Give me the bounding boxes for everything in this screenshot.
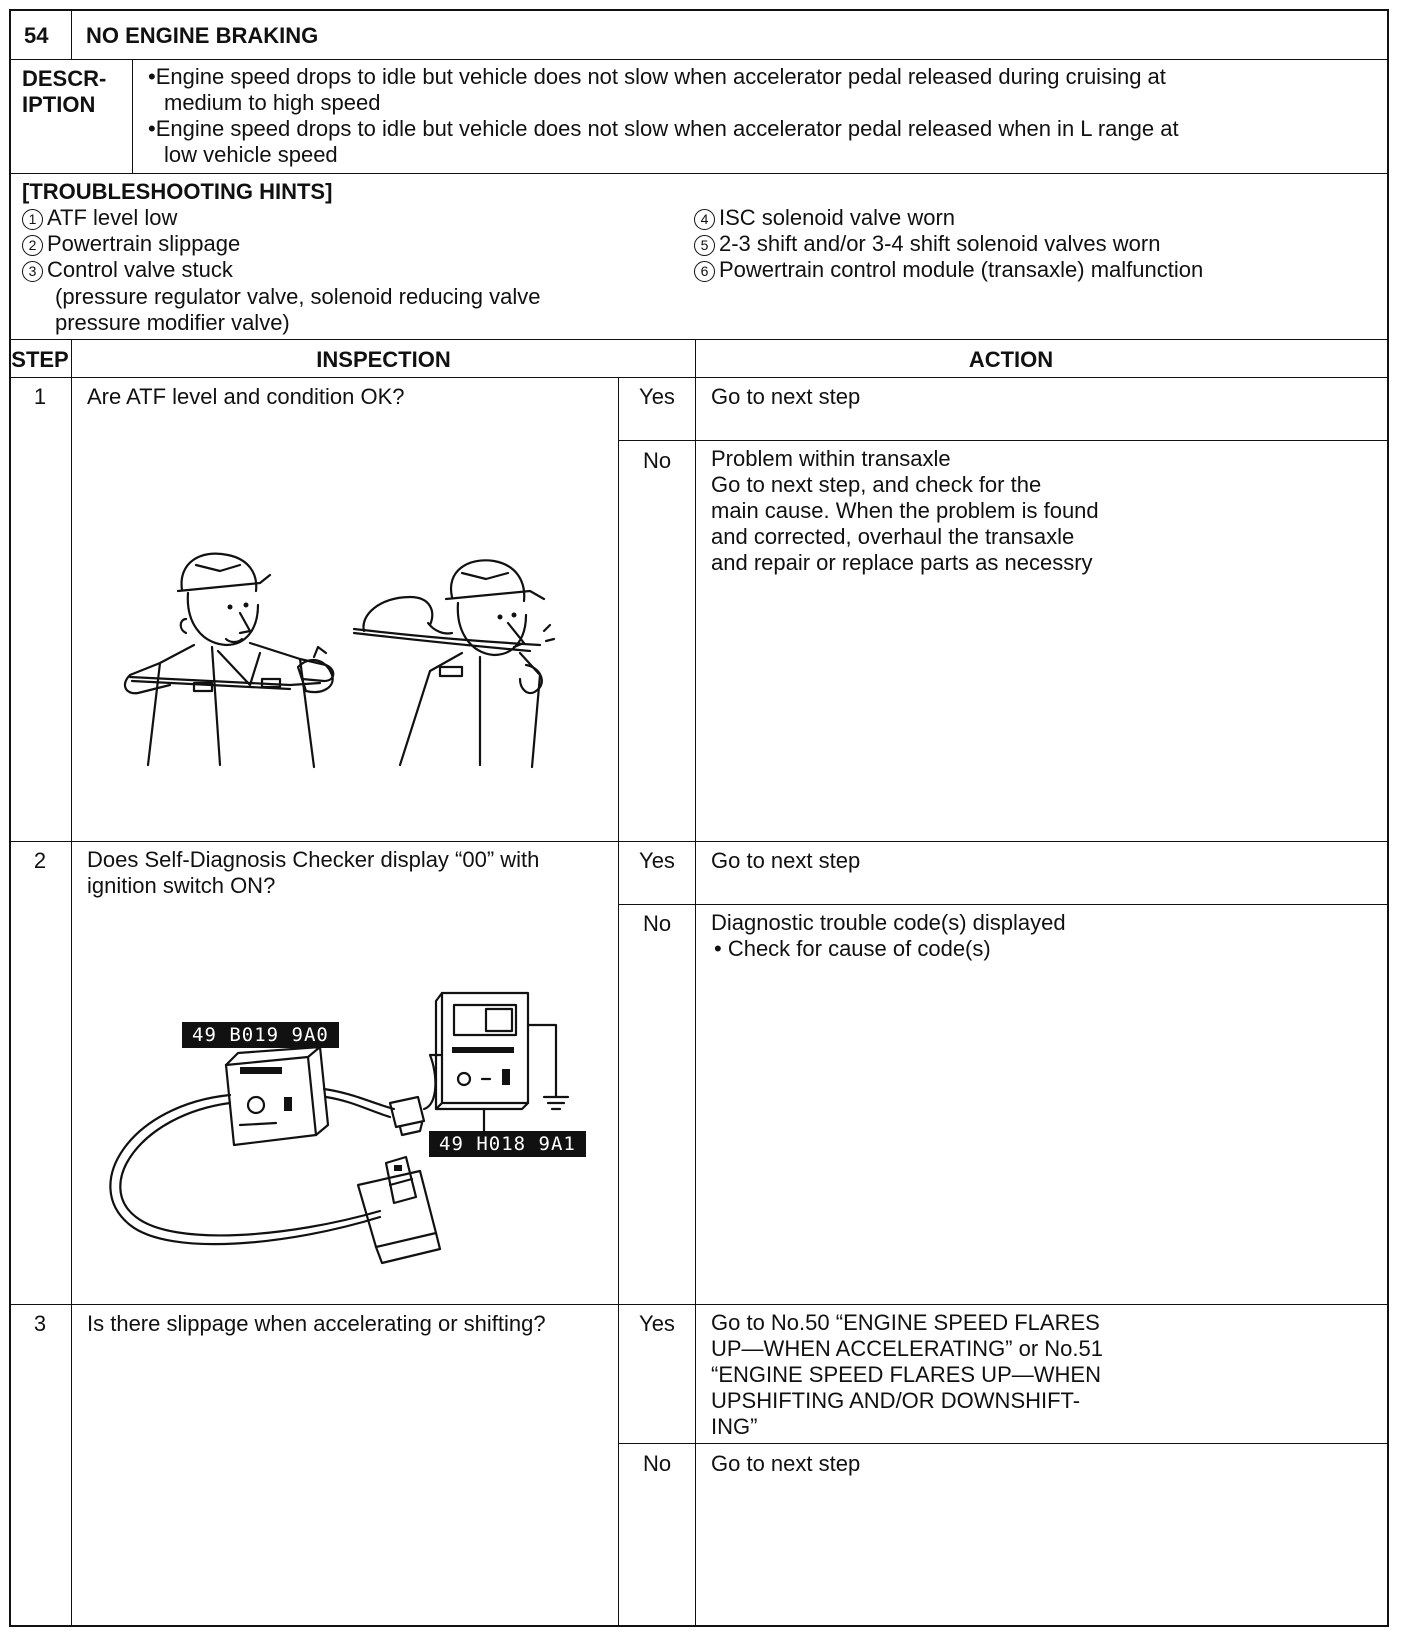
col-header-step: STEP bbox=[11, 347, 69, 372]
step-2-yes-label: Yes bbox=[639, 848, 675, 873]
section-title: NO ENGINE BRAKING bbox=[86, 23, 319, 48]
step-3-yes-label: Yes bbox=[639, 1311, 675, 1336]
step-1-no-action: Problem within transaxle Go to next step, and check for the main cause. When the problem is found and corrected, overhaul the transaxle and repair or replace parts as necessry bbox=[711, 446, 1099, 575]
col-header-inspection: INSPECTION bbox=[316, 347, 451, 372]
description-bottom-rule bbox=[9, 173, 1389, 174]
step-3-number: 3 bbox=[33, 1311, 47, 1336]
step-1-number: 1 bbox=[33, 384, 47, 409]
system-selector-box bbox=[226, 1047, 328, 1145]
hint-item-1: 1 ATF level low bbox=[22, 204, 177, 231]
hints-title: [TROUBLESHOOTING HINTS] bbox=[22, 179, 333, 204]
description-bullet-1-cont: medium to high speed bbox=[164, 90, 381, 115]
step3-yes-no-rule bbox=[618, 1443, 1389, 1444]
atf-check-illustration bbox=[100, 535, 560, 775]
step-3-no-label: No bbox=[642, 1451, 672, 1476]
step-1-yes-action: Go to next step bbox=[711, 384, 861, 409]
tool-label-checker: 49 H018 9A1 bbox=[429, 1131, 586, 1157]
table-header-rule bbox=[9, 377, 1389, 378]
hint-item-6: 6 Powertrain control module (transaxle) malfunction bbox=[694, 256, 1203, 283]
header-divider bbox=[71, 9, 72, 60]
circled-number: 4 bbox=[694, 209, 715, 230]
hint-item-5: 5 2-3 shift and/or 3-4 shift solenoid valves worn bbox=[694, 230, 1160, 257]
mechanic-left-figure bbox=[125, 554, 333, 767]
hint-item-4: 4 ISC solenoid valve worn bbox=[694, 204, 955, 231]
header-bottom-rule bbox=[9, 59, 1389, 60]
description-bullet-2: •Engine speed drops to idle but vehicle does not slow when accelerator pedal released when in L range at bbox=[148, 116, 1179, 141]
circled-number: 6 bbox=[694, 261, 715, 282]
hint-item-2: 2 Powertrain slippage bbox=[22, 230, 240, 257]
step-3-yes-action-4: UPSHIFTING AND/OR DOWNSHIFT- bbox=[711, 1388, 1081, 1413]
step-1-question: Are ATF level and condition OK? bbox=[87, 384, 405, 409]
description-label-2: IPTION bbox=[22, 92, 96, 117]
step-3-yes-action-2: UP—WHEN ACCELERATING” or No.51 bbox=[711, 1336, 1104, 1361]
step-3-yes-action-5: ING” bbox=[711, 1414, 758, 1439]
hints-bottom-rule bbox=[9, 339, 1389, 340]
hint-item-3-note-2: pressure modifier valve) bbox=[55, 310, 290, 335]
col-divider-answer bbox=[618, 377, 619, 1627]
step-3-no-action: Go to next step bbox=[711, 1451, 861, 1476]
col-header-action: ACTION bbox=[968, 347, 1054, 372]
hint-item-3-note-1: (pressure regulator valve, solenoid reducing valve bbox=[55, 284, 541, 309]
step-2-question-2: ignition switch ON? bbox=[87, 873, 276, 898]
self-diagnosis-checker-box bbox=[436, 993, 528, 1109]
step-1-no-label: No bbox=[642, 448, 672, 473]
description-bullet-2-cont: low vehicle speed bbox=[164, 142, 338, 167]
step-2-no-action-2: • Check for cause of code(s) bbox=[714, 936, 991, 961]
circled-number: 1 bbox=[22, 209, 43, 230]
step-2-yes-action: Go to next step bbox=[711, 848, 861, 873]
step-2-no-action-1: Diagnostic trouble code(s) displayed bbox=[711, 910, 1066, 935]
step-1-yes-label: Yes bbox=[639, 384, 675, 409]
step-3-yes-action-1: Go to No.50 “ENGINE SPEED FLARES bbox=[711, 1310, 1100, 1335]
hint-item-3: 3 Control valve stuck bbox=[22, 256, 233, 283]
mechanic-right-figure bbox=[354, 560, 554, 767]
circled-number: 2 bbox=[22, 235, 43, 256]
dlc-connector bbox=[358, 1157, 440, 1263]
step-2-number: 2 bbox=[33, 848, 47, 873]
description-label-1: DESCR- bbox=[22, 66, 107, 91]
step2-yes-no-rule bbox=[618, 904, 1389, 905]
step1-yes-no-rule bbox=[618, 440, 1389, 441]
circled-number: 3 bbox=[22, 261, 43, 282]
section-number: 54 bbox=[24, 23, 49, 48]
step-2-question-1: Does Self-Diagnosis Checker display “00” with bbox=[87, 847, 540, 872]
tool-label-selector: 49 B019 9A0 bbox=[182, 1022, 339, 1048]
col-divider-step bbox=[71, 339, 72, 1627]
description-divider bbox=[132, 59, 133, 173]
step1-bottom-rule bbox=[9, 841, 1389, 842]
circled-number: 5 bbox=[694, 235, 715, 256]
step-3-question: Is there slippage when accelerating or shifting? bbox=[87, 1311, 546, 1336]
step2-bottom-rule bbox=[9, 1304, 1389, 1305]
step-2-no-label: No bbox=[642, 911, 672, 936]
step-3-yes-action-3: “ENGINE SPEED FLARES UP—WHEN bbox=[711, 1362, 1101, 1387]
description-bullet-1: •Engine speed drops to idle but vehicle does not slow when accelerator pedal released during cruising at bbox=[148, 64, 1166, 89]
col-divider-action bbox=[695, 339, 696, 1627]
